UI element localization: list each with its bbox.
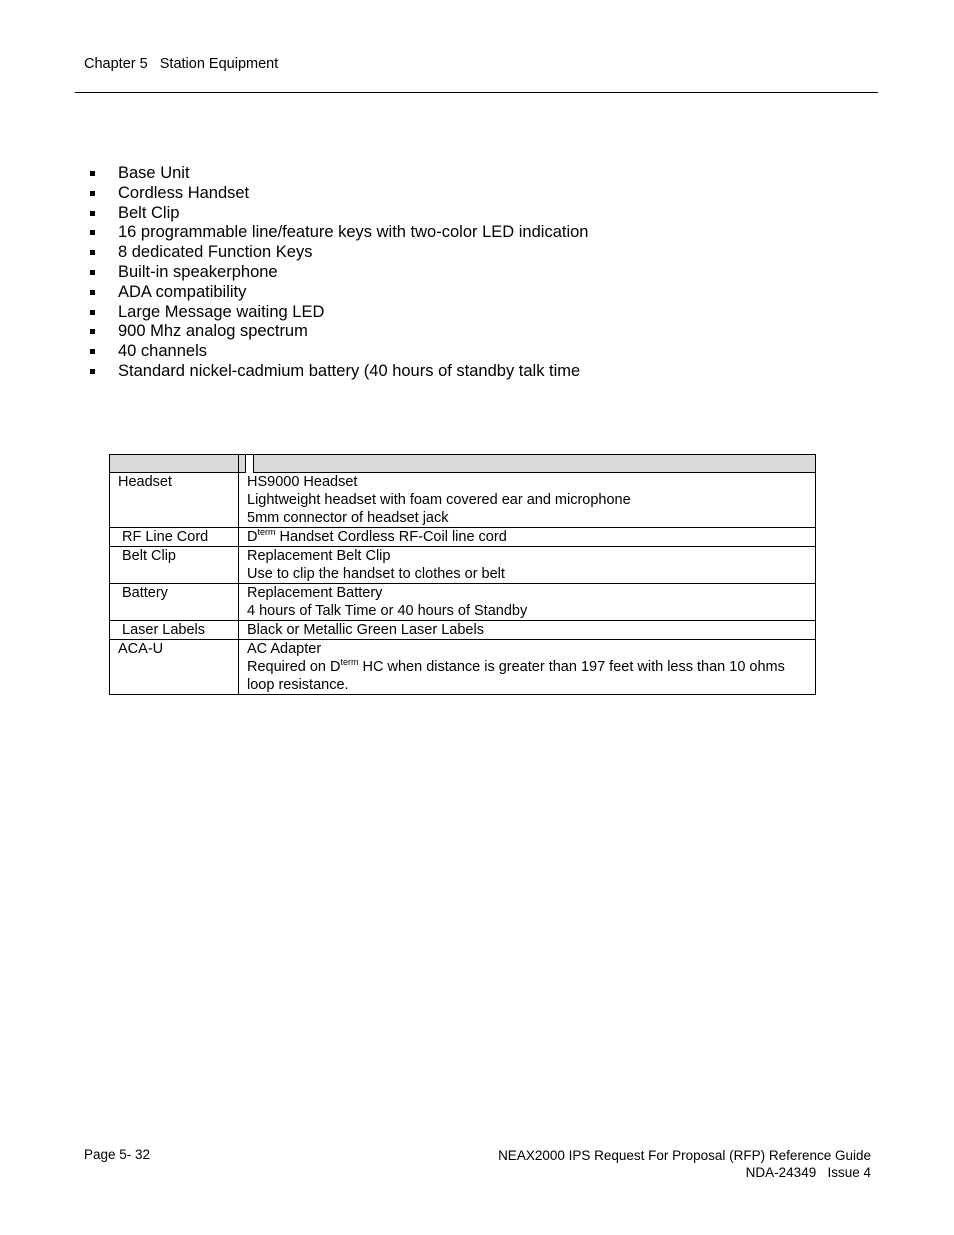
- list-item: 16 programmable line/feature keys with two-color LED indication: [84, 223, 588, 243]
- superscript-term: term: [257, 527, 276, 537]
- bullet-icon: [90, 250, 95, 255]
- bullet-icon: [90, 270, 95, 275]
- accessory-name: Belt Clip: [110, 547, 239, 584]
- document-number: NDA-24349 Issue 4: [745, 1165, 871, 1180]
- accessory-description: [239, 584, 816, 621]
- accessory-name: Battery: [110, 584, 239, 621]
- description-line: Black or Metallic Green Laser Labels: [247, 622, 484, 638]
- description-suffix: Handset Cordless RF-Coil line cord: [275, 529, 507, 545]
- table-row: [110, 584, 816, 621]
- list-item: ADA compatibility: [84, 283, 588, 303]
- accessory-name: ACA-U: [110, 640, 239, 695]
- bullet-icon: [90, 171, 95, 176]
- accessory-name: Laser Labels: [110, 621, 239, 640]
- chapter-header: Chapter 5 Station Equipment: [84, 56, 279, 72]
- description-prefix: D: [247, 529, 258, 545]
- description-line: 4 hours of Talk Time or 40 hours of Standby: [247, 603, 528, 619]
- bullet-icon: [90, 369, 95, 374]
- table-row: [110, 473, 816, 528]
- list-item: 900 Mhz analog spectrum: [84, 322, 588, 342]
- description-line: Replacement Battery: [247, 585, 383, 601]
- list-item: Standard nickel-cadmium battery (40 hours of standby talk time: [84, 362, 588, 382]
- description-line: Lightweight headset with foam covered ear and microphone: [247, 492, 631, 508]
- description-line: 5mm connector of headset jack: [247, 510, 449, 526]
- description-line: Replacement Belt Clip: [247, 548, 391, 564]
- table-header-cell: [239, 455, 816, 473]
- list-item: 40 channels: [84, 342, 588, 362]
- bullet-icon: [90, 329, 95, 334]
- table-row: [110, 621, 816, 640]
- description-suffix: HC when distance is greater than 197 feet with less than 10 ohms loop resistance.: [247, 659, 785, 693]
- bullet-icon: [90, 349, 95, 354]
- accessory-description: [239, 528, 816, 547]
- feature-list: [84, 164, 588, 382]
- list-item: 8 dedicated Function Keys: [84, 243, 588, 263]
- header-rule: [75, 92, 878, 93]
- list-item: Cordless Handset: [84, 184, 588, 204]
- accessory-description: [239, 473, 816, 528]
- bullet-icon: [90, 211, 95, 216]
- bullet-icon: [90, 310, 95, 315]
- description-line: Use to clip the handset to clothes or belt: [247, 566, 505, 582]
- bullet-icon: [90, 191, 95, 196]
- table-row: [110, 640, 816, 695]
- table-header-row: [110, 455, 816, 473]
- header-divider: [245, 455, 254, 473]
- bullet-icon: [90, 290, 95, 295]
- guide-title: NEAX2000 IPS Request For Proposal (RFP) Reference Guide: [498, 1148, 871, 1163]
- list-item: Belt Clip: [84, 204, 588, 224]
- list-item: Large Message waiting LED: [84, 303, 588, 323]
- accessories-table: [109, 454, 816, 695]
- description-prefix: Required on D: [247, 659, 341, 675]
- accessory-name: Headset: [110, 473, 239, 528]
- page-number: Page 5- 32: [84, 1147, 151, 1162]
- bullet-icon: [90, 230, 95, 235]
- description-line: HS9000 Headset: [247, 474, 358, 490]
- list-item: Built-in speakerphone: [84, 263, 588, 283]
- list-item: Base Unit: [84, 164, 588, 184]
- accessory-description: [239, 640, 816, 695]
- footer-info: [498, 1147, 871, 1181]
- accessory-name: RF Line Cord: [110, 528, 239, 547]
- accessory-description: [239, 621, 816, 640]
- table-header-cell: [110, 455, 239, 473]
- accessory-description: [239, 547, 816, 584]
- superscript-term: term: [340, 657, 359, 667]
- description-line: AC Adapter: [247, 641, 322, 657]
- table-row: [110, 547, 816, 584]
- table-row: [110, 528, 816, 547]
